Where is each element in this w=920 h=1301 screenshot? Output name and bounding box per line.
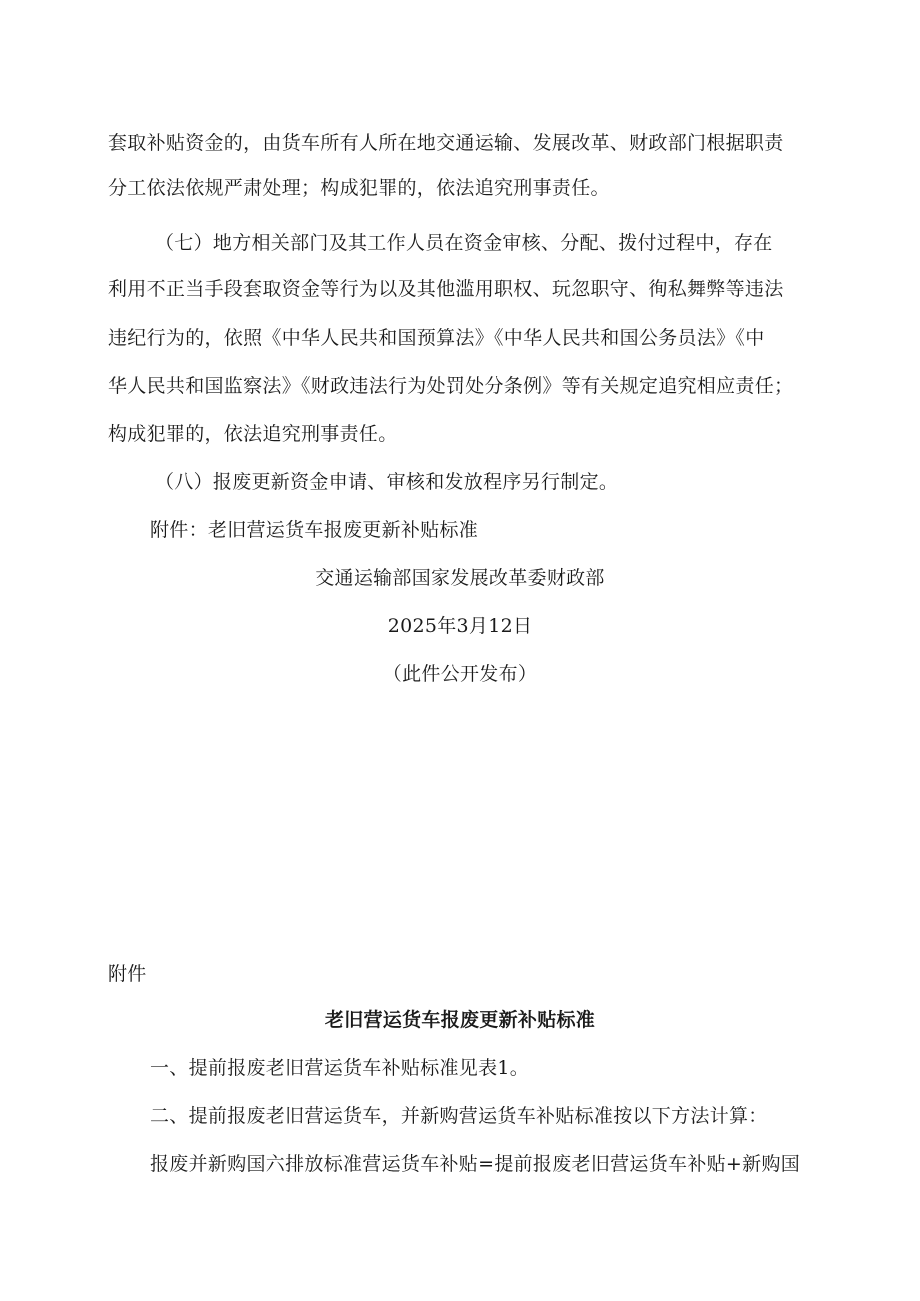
annex-item: 报废并新购国六排放标准营运货车补贴=提前报废老旧营运货车补贴+新购国 — [150, 1153, 801, 1175]
attachment-note: 附件：老旧营运货车报废更新补贴标准 — [150, 519, 479, 541]
annex-item: 一、提前报废老旧营运货车补贴标准见表1。 — [150, 1057, 530, 1079]
paragraph-line: （七）地方相关部门及其工作人员在资金审核、分配、拨付过程中，存在 — [155, 232, 773, 254]
publication-note: （此件公开发布） — [382, 663, 538, 685]
issuing-departments: 交通运输部国家发展改革委财政部 — [315, 567, 605, 589]
paragraph-line: 华人民共和国监察法》《财政违法行为处罚处分条例》等有关规定追究相应责任； — [108, 375, 794, 397]
paragraph-line: （八）报废更新资金申请、审核和发放程序另行制定。 — [155, 471, 619, 493]
paragraph-line: 分工依法依规严肃处理；构成犯罪的，依法追究刑事责任。 — [108, 177, 610, 199]
annex-title: 老旧营运货车报废更新补贴标准 — [324, 1009, 596, 1031]
paragraph-line: 违纪行为的，依照《中华人民共和国预算法》《中华人民共和国公务员法》《中 — [108, 327, 765, 349]
paragraph-line: 利用不正当手段套取资金等行为以及其他滥用职权、玩忽职守、徇私舞弊等违法 — [108, 278, 784, 300]
annex-item: 二、提前报废老旧营运货车，并新购营运货车补贴标准按以下方法计算： — [150, 1105, 768, 1127]
paragraph-line: 构成犯罪的，依法追究刑事责任。 — [108, 423, 398, 445]
annex-label: 附件 — [108, 963, 147, 985]
issue-date: 2025年3月12日 — [387, 615, 533, 637]
paragraph-line: 套取补贴资金的，由货车所有人所在地交通运输、发展改革、财政部门根据职责 — [108, 132, 784, 154]
